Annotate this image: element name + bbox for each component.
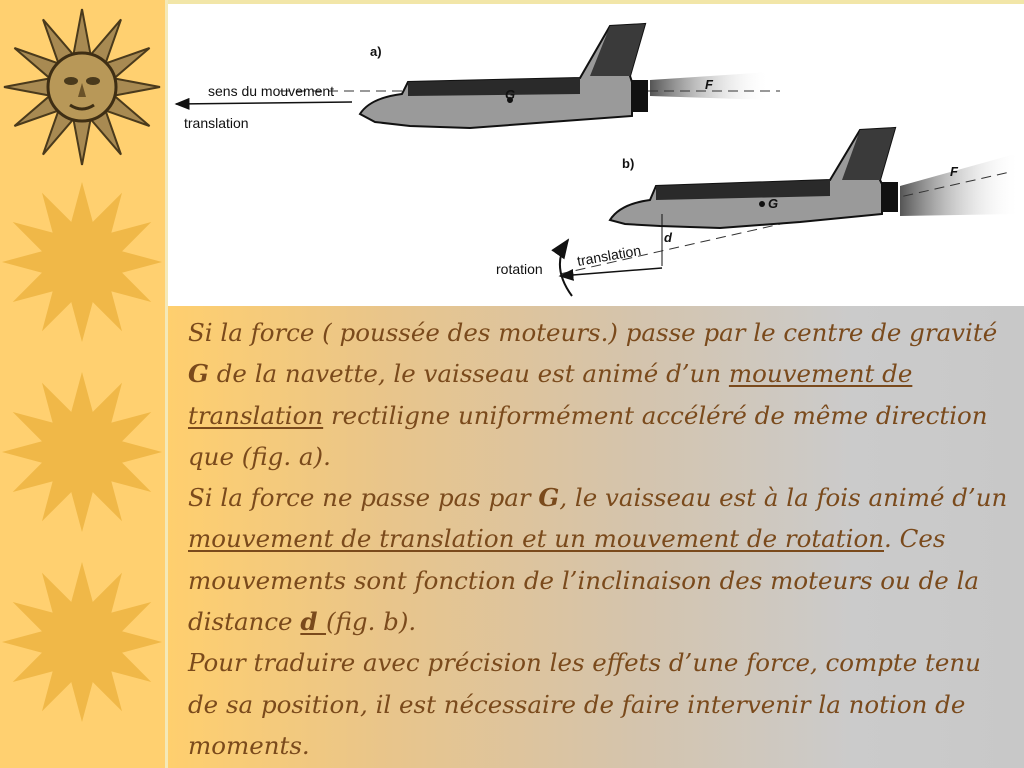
shuttle-a bbox=[176, 24, 780, 131]
figure-label-a: a) bbox=[370, 44, 382, 59]
explanation-text bbox=[188, 312, 1018, 766]
paragraph-3: Pour traduire avec précision les effets d’une force, compte tenu de sa position, il est nécessaire de faire intervenir la notion de moments. bbox=[188, 648, 981, 760]
force-label-a: F bbox=[705, 77, 713, 92]
translation-label-b: translation bbox=[575, 241, 643, 269]
explanation-panel bbox=[168, 306, 1024, 768]
sun-icon bbox=[0, 370, 165, 535]
force-label-b: F bbox=[950, 164, 958, 179]
sun-icon bbox=[0, 560, 165, 725]
translation-label-a: translation bbox=[184, 115, 249, 131]
direction-label: sens du mouvement bbox=[208, 83, 335, 99]
shuttle-b bbox=[496, 128, 1020, 296]
paragraph-1: Si la force ( poussée des moteurs.) passe par le centre de gravité G de la navette, le vaisseau est animé d’un mouvement de translation rectiligne uniformément accéléré de même direction que (fig. a). bbox=[188, 318, 998, 471]
paragraph-2: Si la force ne passe pas par G, le vaisseau est à la fois animé d’un mouvement de translation et un mouvement de rotation. Ces mouvements sont fonction de l’inclinaison des moteurs ou de la distance d (fig. b). bbox=[188, 483, 1008, 637]
g-label-b: G bbox=[768, 196, 779, 211]
g-label-a: G bbox=[505, 87, 516, 102]
shuttle-figure bbox=[170, 4, 1024, 306]
figure-label-b: b) bbox=[622, 156, 635, 171]
sun-icon bbox=[0, 180, 165, 345]
sun-face-icon bbox=[0, 5, 165, 170]
decorative-sidebar bbox=[0, 0, 165, 768]
rotation-label: rotation bbox=[496, 261, 543, 277]
distance-label: d bbox=[664, 230, 672, 245]
